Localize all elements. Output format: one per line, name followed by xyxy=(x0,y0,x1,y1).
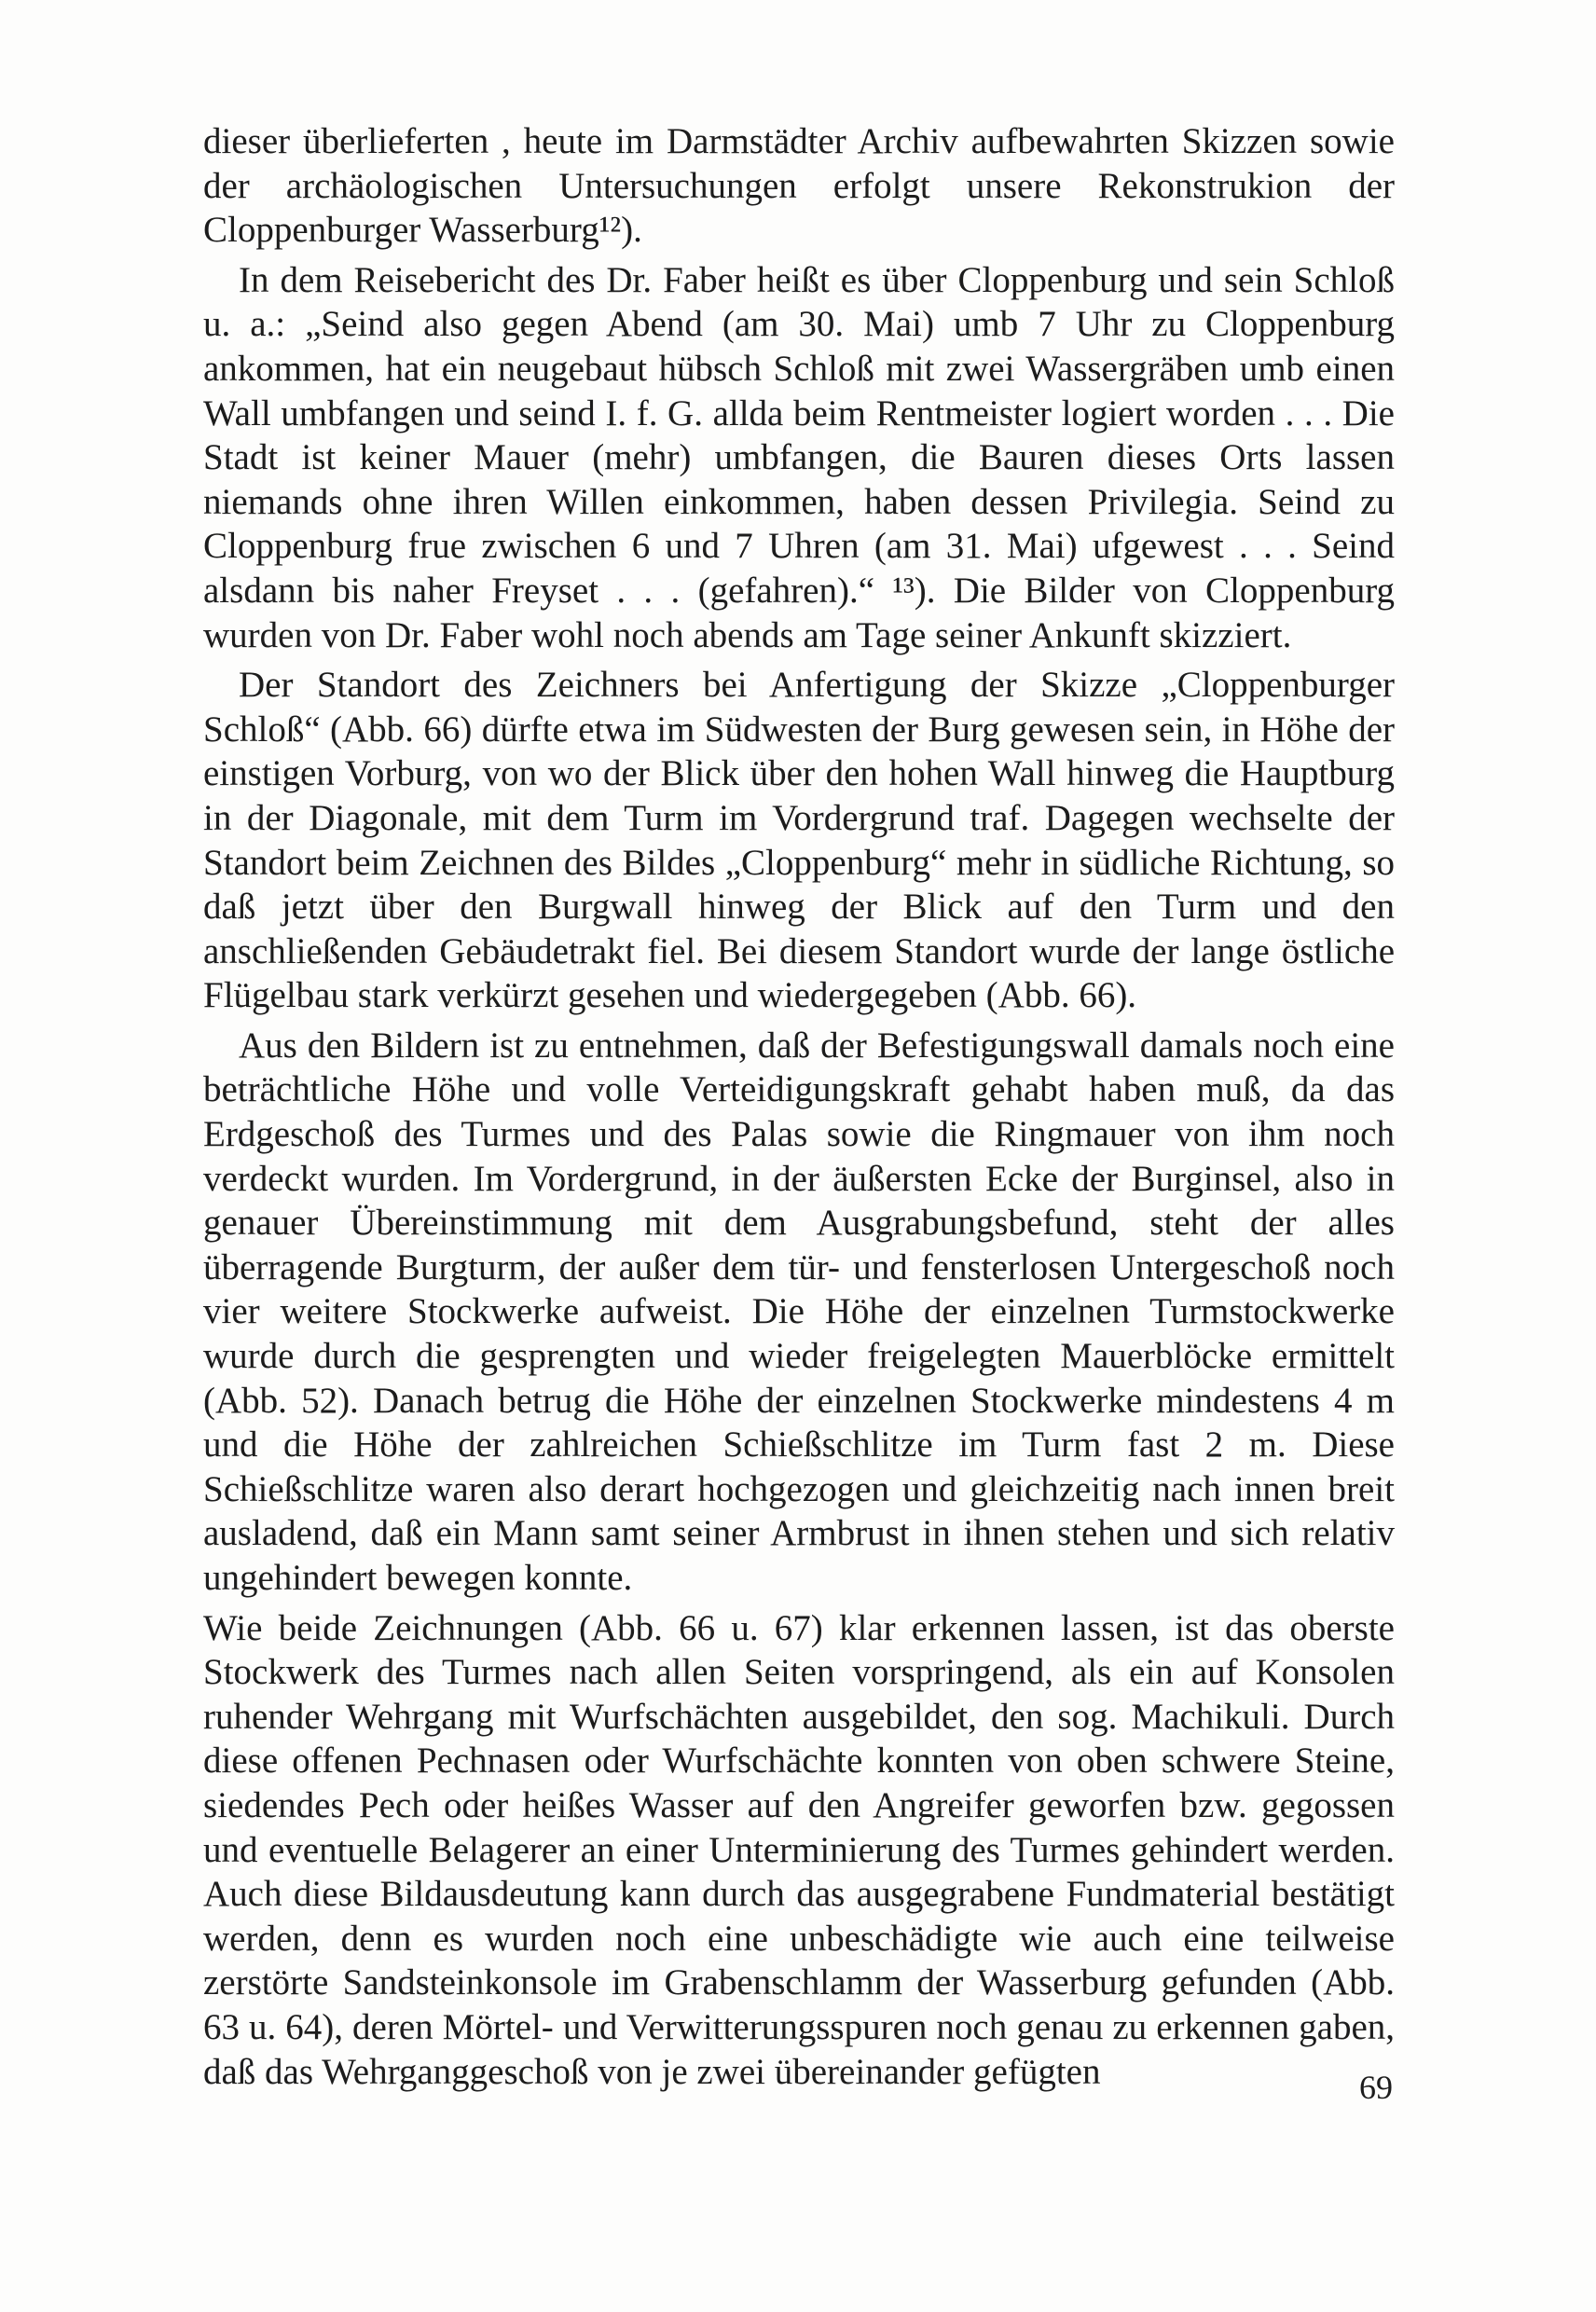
body-text xyxy=(203,119,1395,2099)
page-number: 69 xyxy=(1359,2069,1393,2106)
paragraph-2: In dem Reisebericht des Dr. Faber heißt es über Cloppenburg und sein Schloß u. a.: „Seind also gegen Abend (am 30. Mai) umb 7 Uhr zu Cloppenburg ankommen, hat ein neugebaut hübsch Schloß mit zwei Wassergräben umb einen Wall umbfangen und seind I. f. G. allda beim Rentmeister logiert worden . . . Die Stadt ist keiner Mauer (mehr) umbfangen, die Bauren dieses Orts lassen niemands ohne ihren Willen einkommen, haben dessen Privilegia. Seind zu Cloppenburg frue zwischen 6 und 7 Uhren (am 31. Mai) ufgewest . . . Seind alsdann bis naher Freyset . . . (gefahren).“ ¹³). Die Bilder von Cloppenburg wurden von Dr. Faber wohl noch abends am Tage seiner Ankunft skizziert. xyxy=(203,259,1395,655)
paragraph-5: Wie beide Zeichnungen (Abb. 66 u. 67) klar erkennen lassen, ist das oberste Stockwerk des Turmes nach allen Seiten vorspringend, als ein auf Konsolen ruhender Wehrgang mit Wurfschächten ausgebildet, den sog. Machikuli. Durch diese offenen Pechnasen oder Wurfschächte konnten von oben schwere Steine, siedendes Pech oder heißes Wasser auf den Angreifer geworfen bzw. gegossen und eventuelle Belagerer an einer Unterminierung des Turmes gehindert werden. Auch diese Bildausdeutung kann durch das ausgegrabene Fundmaterial bestätigt werden, denn es wurden noch eine unbeschädigte wie auch eine teilweise zerstörte Sandsteinkonsole im Grabenschlamm der Wasserburg gefunden (Abb. 63 u. 64), deren Mörtel- und Verwitterungsspuren noch genau zu erkennen gaben, daß das Wehrganggeschoß von je zwei übereinander gefügten xyxy=(203,1607,1395,2092)
paragraph-4: Aus den Bildern ist zu entnehmen, daß der Befestigungswall damals noch eine beträchtliche Höhe und volle Verteidigungskraft gehabt haben muß, da das Erdgeschoß des Turmes und des Palas sowie die Ringmauer von ihm noch verdeckt wurden. Im Vordergrund, in der äußersten Ecke der Burginsel, also in genauer Übereinstimmung mit dem Ausgrabungsbefund, steht der alles überragende Burgturm, der außer dem tür- und fensterlosen Untergeschoß noch vier weitere Stockwerke aufweist. Die Höhe der einzelnen Turmstockwerke wurde durch die gesprengten und wieder freigelegten Mauerblöcke ermittelt (Abb. 52). Danach betrug die Höhe der einzelnen Stockwerke mindestens 4 m und die Höhe der zahlreichen Schießschlitze im Turm fast 2 m. Diese Schießschlitze waren also derart hochgezogen und gleichzeitig nach innen breit ausladend, daß ein Mann samt seiner Armbrust in ihnen stehen und sich relativ ungehindert bewegen konnte. xyxy=(203,1025,1395,1598)
paragraph-1: dieser überlieferten , heute im Darmstädter Archiv aufbewahrten Skizzen sowie der archäologischen Untersuchungen erfolgt unsere Rekonstrukion der Cloppenburger Wasserburg¹²). xyxy=(203,121,1395,251)
paragraph-3: Der Standort des Zeichners bei Anfertigung der Skizze „Cloppenburger Schloß“ (Abb. 66) dürfte etwa im Südwesten der Burg gewesen sein, in Höhe der einstigen Vorburg, von wo der Blick über den hohen Wall hinweg die Hauptburg in der Diagonale, mit dem Turm im Vordergrund traf. Dagegen wechselte der Standort beim Zeichnen des Bildes „Cloppenburg“ mehr in südliche Richtung, so daß jetzt über den Burgwall hinweg der Blick auf den Turm und den anschließenden Gebäudetrakt fiel. Bei diesem Standort wurde der lange östliche Flügelbau stark verkürzt gesehen und wiedergegeben (Abb. 66). xyxy=(203,665,1395,1016)
